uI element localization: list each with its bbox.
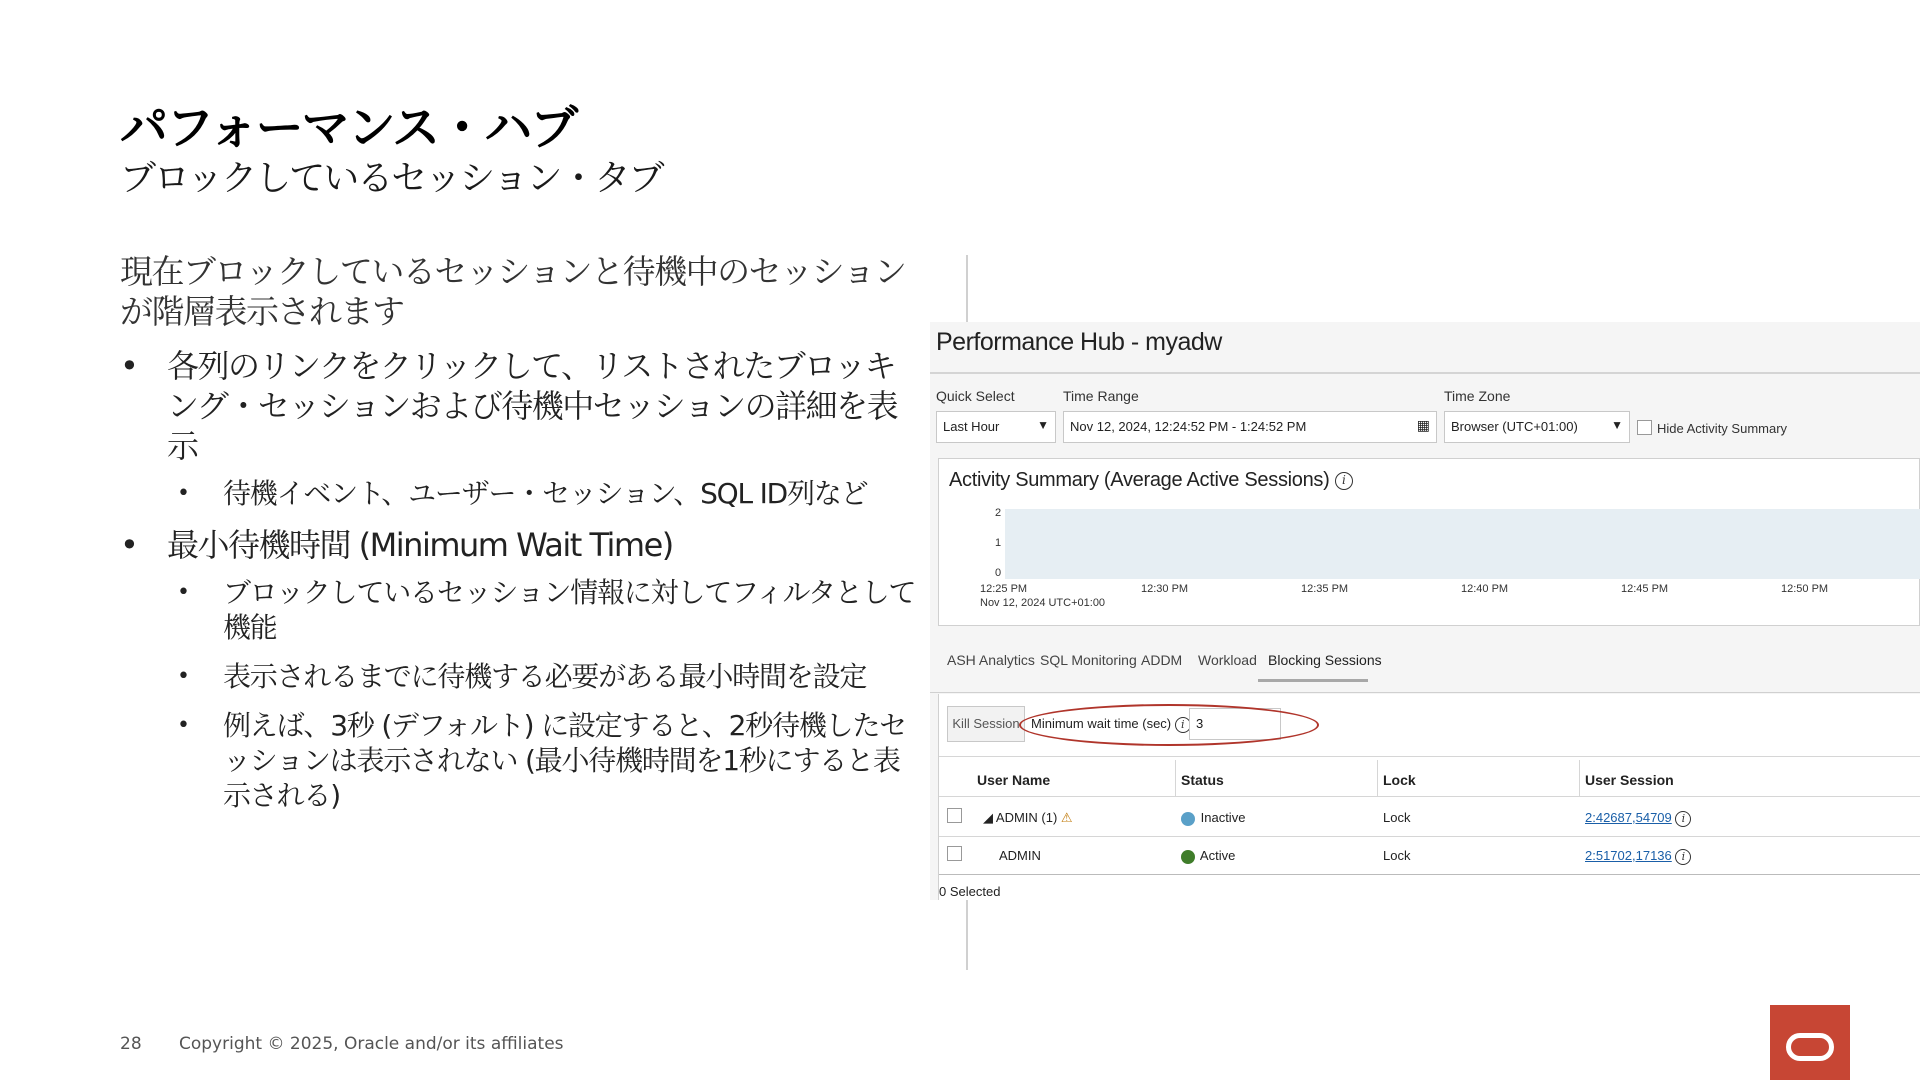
quick-select-label: Quick Select	[936, 388, 1015, 404]
bullet-1: • 各列のリンクをクリックして、リストされたブロッキング・セッションおよび待機中セッションの詳細を表示	[120, 346, 925, 466]
bullet-2: • 最小待機時間 (Minimum Wait Time)	[120, 525, 925, 565]
calendar-icon[interactable]: ▦	[1416, 417, 1430, 433]
min-wait-input[interactable]: 3	[1189, 708, 1281, 740]
bullet-2-sub-2: • 表示されるまでに待機する必要がある最小時間を設定	[120, 659, 925, 694]
highlight-ellipse	[1019, 704, 1319, 746]
row-status	[1181, 810, 1245, 826]
row-user-name[interactable]	[983, 810, 1073, 826]
row-user-session	[1585, 810, 1691, 827]
tab-blocking-sessions[interactable]: Blocking Sessions	[1268, 652, 1382, 668]
row-status-text: Active	[1199, 848, 1236, 863]
column-header-user-name[interactable]: User Name	[977, 772, 1051, 788]
header-divider	[930, 372, 1920, 374]
row-user-name[interactable]: ADMIN	[999, 848, 1041, 863]
row-checkbox[interactable]	[947, 846, 962, 861]
activity-chart-area	[1005, 509, 1920, 579]
time-zone-label: Time Zone	[1444, 388, 1511, 404]
performance-hub-title: Performance Hub - myadw	[936, 328, 1222, 356]
copyright-text: Copyright © 2025, Oracle and/or its affiliates	[179, 1034, 564, 1054]
row-lock: Lock	[1383, 810, 1411, 825]
tab-bar	[930, 642, 1920, 682]
active-status-icon	[1181, 850, 1195, 864]
time-zone-dropdown[interactable]	[1444, 411, 1630, 443]
tab-workload[interactable]: Workload	[1198, 652, 1257, 668]
info-icon[interactable]: i	[1335, 472, 1353, 490]
user-session-link[interactable]: 2:42687,54709	[1585, 810, 1672, 825]
activity-summary-panel	[938, 458, 1920, 626]
oracle-logo-icon	[1786, 1033, 1834, 1061]
activity-summary-title	[949, 469, 1353, 492]
min-wait-text: Minimum wait time (sec)	[1031, 716, 1172, 731]
bullet-1-sub: • 待機イベント、ユーザー・セッション、SQL ID列など	[120, 476, 925, 511]
performance-hub-screenshot	[930, 322, 1920, 900]
info-icon[interactable]: i	[1175, 717, 1191, 733]
kill-session-button[interactable]: Kill Session	[947, 706, 1025, 742]
column-header-status[interactable]: Status	[1181, 772, 1224, 788]
warning-icon: ⚠	[1060, 810, 1073, 825]
slide-subtitle: ブロックしているセッション・タブ	[120, 158, 663, 199]
bullet-2-sub-3: • 例えば、3秒 (デフォルト) に設定すると、2秒待機したセッションは表示されない (最小待機時間を1秒にすると表示される)	[120, 708, 925, 813]
tab-divider	[930, 692, 1920, 693]
x-tick: 12:45 PM	[1621, 583, 1669, 595]
lead-text: 現在ブロックしているセッションと待機中のセッションが階層表示されます	[120, 252, 906, 331]
time-zone-value: Browser (UTC+01:00)	[1451, 419, 1578, 434]
column-separator	[1579, 760, 1580, 796]
info-icon[interactable]: i	[1675, 811, 1691, 827]
row-lock: Lock	[1383, 848, 1411, 863]
row-divider	[939, 836, 1920, 837]
x-tick: 12:25 PM	[980, 583, 1028, 595]
y-tick: 1	[995, 537, 1002, 549]
grid-header-top	[939, 756, 1920, 757]
row-status	[1181, 848, 1235, 864]
y-tick: 2	[995, 507, 1002, 519]
x-tick: 12:35 PM	[1301, 583, 1349, 595]
tab-ash-analytics[interactable]: ASH Analytics	[947, 652, 1035, 668]
slide-title: パフォーマンス・ハブ	[120, 100, 577, 156]
activity-summary-label: Activity Summary (Average Active Sessions)	[949, 469, 1330, 491]
row-status-text: Inactive	[1200, 810, 1246, 825]
page-number: 28	[120, 1034, 142, 1054]
info-icon[interactable]: i	[1675, 849, 1691, 865]
x-tick: 12:50 PM	[1781, 583, 1829, 595]
time-range-value: Nov 12, 2024, 12:24:52 PM - 1:24:52 PM	[1070, 419, 1307, 434]
chevron-down-icon: ▼	[1037, 418, 1049, 432]
selected-count: 0 Selected	[939, 884, 1001, 899]
x-tick: 12:30 PM	[1141, 583, 1189, 595]
blocking-sessions-grid	[938, 694, 1920, 900]
quick-select-value: Last Hour	[943, 419, 1000, 434]
column-separator	[1377, 760, 1378, 796]
grid-bottom	[939, 874, 1920, 875]
tab-addm[interactable]: ADDM	[1141, 652, 1183, 668]
column-header-user-session[interactable]: User Session	[1585, 772, 1674, 788]
x-tick-date: Nov 12, 2024 UTC+01:00	[980, 597, 1106, 609]
grid-header-bottom	[939, 796, 1920, 797]
user-session-link[interactable]: 2:51702,17136	[1585, 848, 1672, 863]
tab-sql-monitoring[interactable]: SQL Monitoring	[1040, 652, 1137, 668]
inactive-status-icon	[1181, 812, 1195, 826]
column-separator	[1175, 760, 1176, 796]
row-user-session	[1585, 848, 1691, 865]
x-tick: 12:40 PM	[1461, 583, 1509, 595]
column-header-lock[interactable]: Lock	[1383, 772, 1416, 788]
quick-select-dropdown[interactable]	[936, 411, 1056, 443]
chevron-down-icon: ▼	[1611, 418, 1623, 432]
oracle-logo	[1770, 1005, 1850, 1080]
slide-body	[120, 252, 925, 827]
row-checkbox[interactable]	[947, 808, 962, 823]
row-user-text: ◢ ADMIN (1)	[983, 810, 1058, 825]
active-tab-indicator	[1258, 679, 1368, 682]
hide-activity-checkbox[interactable]	[1637, 420, 1652, 435]
hide-activity-label: Hide Activity Summary	[1657, 421, 1788, 436]
bullet-2-sub-1: • ブロックしているセッション情報に対してフィルタとして機能	[120, 575, 925, 645]
time-range-label: Time Range	[1063, 388, 1139, 404]
time-range-field[interactable]	[1063, 411, 1437, 443]
y-tick: 0	[995, 567, 1002, 579]
